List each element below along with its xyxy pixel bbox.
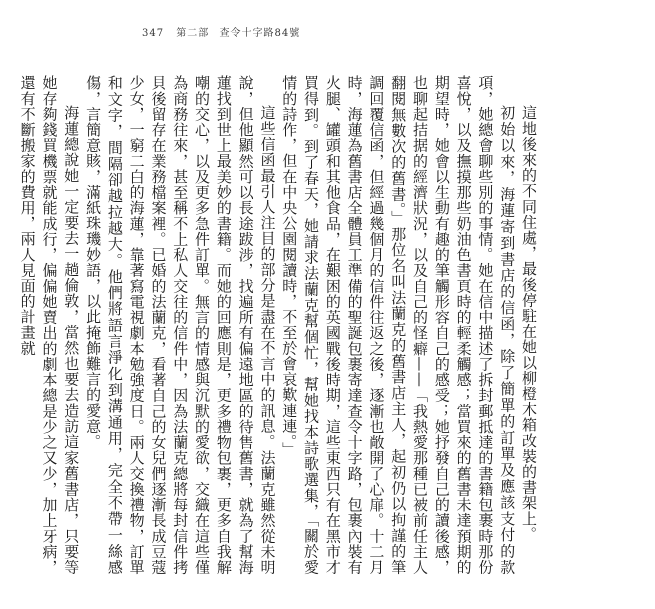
chapter-label: 第二部 bbox=[176, 28, 210, 39]
page-number: 347 bbox=[142, 28, 165, 39]
paragraph-1: 這地後來的不同住處，最後停駐在她以柳橙木箱改裝的書架上。 bbox=[520, 105, 538, 542]
paragraph-4: 海蓮總說她一定要去一趟倫敦，當然也要去造訪這家舊書店，只要等她存夠錢買機票就能成行，偏偏她賣出的劇本總是少之又少，加上牙病，還有不斷搬家的費用，兩人見面的計畫就 bbox=[18, 75, 81, 575]
body-text bbox=[18, 75, 539, 575]
paragraph-3: 這些信函最引人注目的部分是盡在不言中的訊息。法蘭克雖然從未明說，但他顯然可以長途跋涉，找遍所有偏遠地區的待售舊書，就為了幫海蓮找到世上最美妙的書籍。而她的回應則是，更多禮物包裹，更多自我解嘲的交心，以及更多急件訂單。無言的情感與沉默的愛欲，交織在這些僅為商務往來，甚至稱不上私人交往的信件中，因為法蘭克總將每封信件拷貝後留存在業務檔案裡。已婚的法蘭克，看著自己的女兒們逐漸長成豆蔻少女，一窮二白的海蓮，靠著寫電視劇本勉強度日。兩人交換禮物，訂單和文字，間隔卻越拉越大。他們將語言淨化到溝通用，完全不帶一絲感傷，言簡意賅，滿紙珠璣妙語，以此掩飾難言的愛意。 bbox=[84, 75, 277, 575]
book-title: 查令十字路84號 bbox=[219, 28, 301, 39]
paragraph-2: 初始以來，海蓮寄到書店的信函，除了簡單的訂單及應該支付的款項，她總會聊些別的事情。她在信中描述了拆封郵抵達的書籍包裹時那份喜悅，以及撫摸那些奶油色書頁時的輕柔觸感；當買來的舊書未達預期的期望時，她會以生動有趣的筆觸形容自己的感受；她抒發自己的讀後感，也聊起拮据的經濟狀況，以及自己的怪癖——「我熱愛那種已被前任主人翻閱無數次的舊書。」那位名叫法蘭克的舊書店主人，起初仍以拘謹的筆調回覆信函，但經過幾個月的信件往返之後，逐漸也敞開了心扉。十二月時，海蓮為舊書店全體員工準備的聖誕包裹寄達查令十字路，包裹內裝有火腿、罐頭和其他食品，在艱困的英國戰後時期，這些東西只有在黑市才買得到。到了春天，她請求法蘭克幫個忙，幫她找本詩歌選集，「關於愛情的詩作，但在中央公園閱讀時，不至於會哀歎連連。」 bbox=[280, 75, 517, 575]
running-header bbox=[142, 24, 300, 39]
